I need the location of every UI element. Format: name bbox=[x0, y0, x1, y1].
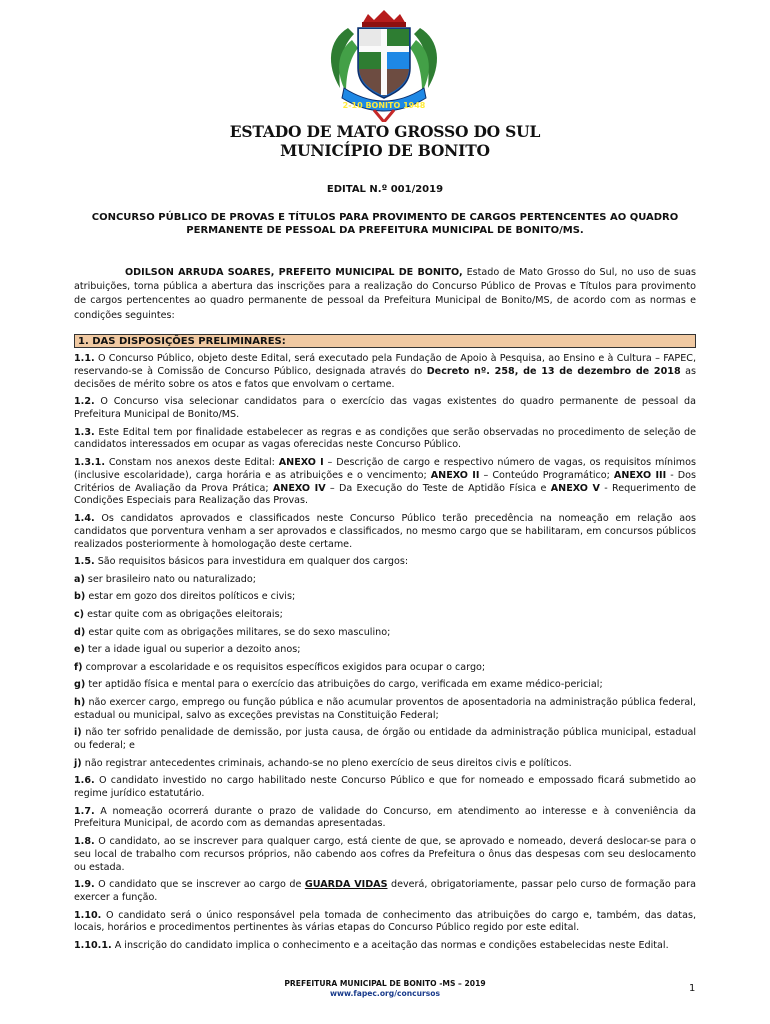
clause-1-7: 1.7. A nomeação ocorrerá durante o prazo de validade do Concurso, em atendimento ao interesse e à conveniência da Prefeitura Municipal, de acordo com as demandas apresentadas. bbox=[74, 805, 696, 830]
requirement-i: i) não ter sofrido penalidade de demissão, por justa causa, de órgão ou entidade da administração pública municipal, estadual ou federal; e bbox=[74, 727, 696, 752]
role-guarda-vidas: GUARDA VIDAS bbox=[304, 879, 388, 891]
requirement-a: a) ser brasileiro nato ou naturalizado; bbox=[74, 573, 256, 585]
page-number: 1 bbox=[689, 983, 696, 994]
clause-1-8: 1.8. O candidato, ao se inscrever para qualquer cargo, está ciente de que, se aprovado e nomeado, deverá deslocar-se para o seu local de trabalho com recursos próprios, não cabendo aos cofres da Prefeitura o ônus das despesas com seu deslocamento ou estada. bbox=[74, 836, 696, 873]
requirement-c: c) estar quite com as obrigações eleitorais; bbox=[74, 608, 283, 620]
page-footer bbox=[200, 979, 570, 999]
section-heading: 1. DAS DISPOSIÇÕES PRELIMINARES: bbox=[74, 334, 696, 348]
requirement-d: d) estar quite com as obrigações militares, se do sexo masculino; bbox=[74, 626, 391, 638]
clause-1-10-1: 1.10.1. A inscrição do candidato implica o conhecimento e a aceitação das normas e condições estabelecidas neste Edital. bbox=[74, 940, 669, 952]
clause-1-2: 1.2. O Concurso visa selecionar candidatos para o exercício das vagas existentes do quadro permanente de pessoal da Prefeitura Municipal de Bonito/MS. bbox=[74, 396, 696, 420]
intro-paragraph bbox=[74, 266, 696, 323]
clause-1-6: 1.6. O candidato investido no cargo habilitado neste Concurso Público e que for nomeado e empossado ficará submetido ao regime jurídico estatutário. bbox=[74, 775, 696, 800]
requirement-h: h) não exercer cargo, emprego ou função pública e não acumular proventos de aposentadoria na administração pública federal, estadual ou municipal, salvo as exceções previstas na Constituição Federal; bbox=[74, 696, 696, 721]
requirement-g: g) ter aptidão física e mental para o exercício das atribuições do cargo, verificada em exame médico-pericial; bbox=[74, 679, 603, 691]
clause-1-10: 1.10. O candidato será o único responsável pela tomada de conhecimento das atribuições do cargo e, também, das datas, locais, horários e procedimentos pertinentes às várias etapas do Concurso Público regido por este edital. bbox=[74, 909, 696, 934]
footer-org: PREFEITURA MUNICIPAL DE BONITO -MS – 2019 bbox=[284, 979, 486, 988]
requirement-f: f) comprovar a escolaridade e os requisitos específicos exigidos para ocupar o cargo; bbox=[74, 661, 486, 673]
edital-number: EDITAL N.º 001/2019 bbox=[326, 184, 444, 195]
clause-1-9: 1.9. O candidato que se inscrever ao cargo de GUARDA VIDAS deverá, obrigatoriamente, passar pelo curso de formação para exercer a função. bbox=[74, 879, 696, 904]
state-title: ESTADO DE MATO GROSSO DO SUL bbox=[229, 122, 541, 141]
clause-1-3: 1.3. Este Edital tem por finalidade estabelecer as regras e as condições que serão observadas no procedimento de seleção de candidatos interessados em ocupar as vagas oferecidas neste Concurso Público. bbox=[74, 426, 696, 451]
municipality-title: MUNICÍPIO DE BONITO bbox=[280, 141, 490, 160]
section-body bbox=[74, 353, 696, 958]
requirement-b: b) estar em gozo dos direitos políticos e civis; bbox=[74, 591, 296, 603]
requirement-j: j) não registrar antecedentes criminais, achando-se no pleno exercício de seus direitos civis e políticos. bbox=[74, 757, 572, 769]
clause-1-5: 1.5. São requisitos básicos para investidura em qualquer dos cargos: bbox=[74, 556, 409, 568]
intro-text: Estado de Mato Grosso do Sul, no uso de suas atribuições, torna pública a abertura das inscrições para a realização do Concurso Público de Provas e Títulos para provimento de cargos pertencentes ao quadro permanente de pessoal da Prefeitura Municipal de Bonito/MS, de acordo com as normas e condições seguintes: bbox=[74, 267, 696, 321]
footer-link[interactable]: www.fapec.org/concursos bbox=[329, 989, 441, 998]
clause-1-4: 1.4. Os candidatos aprovados e classificados neste Concurso Público terão precedência na nomeação em relação aos candidatos que porventura venham a ser aprovados e classificados, no mesmo cargo que se habilitaram, em concursos públicos realizados posteriormente à homologação deste certame. bbox=[74, 512, 696, 550]
decree-ref: Decreto nº. 258, de 13 de dezembro de 2018 bbox=[426, 365, 681, 377]
edital-subject: CONCURSO PÚBLICO DE PROVAS E TÍTULOS PARA PROVIMENTO DE CARGOS PERTENCENTES AO QUADRO PERMANENTE DE PESSOAL DA PREFEITURA MUNICIPAL DE BONITO/MS. bbox=[91, 212, 679, 236]
requirement-e: e) ter a idade igual ou superior a dezoito anos; bbox=[74, 644, 301, 656]
clause-1-1: 1.1. O Concurso Público, objeto deste Edital, será executado pela Fundação de Apoio à Pesquisa, ao Ensino e à Cultura – FAPEC, reservando-se à Comissão de Concurso Público, designada através do Decreto nº. 258, de 13 de dezembro de 2018 as decisões de mérito sobre os atos e fatos que envolvam o certame. bbox=[74, 353, 696, 390]
clause-1-3-1: 1.3.1. Constam nos anexos deste Edital: ANEXO I – Descrição de cargo e respectivo número de vagas, os requisitos mínimos (inclusive escolaridade), carga horária e as atribuições e o vencimento; ANEXO II – Conteúdo Programático; ANEXO III - Dos Critérios de Avaliação da Prova Prática; ANEXO IV – Da Execução do Teste de Aptidão Física e ANEXO V - Requerimento de Condições Especiais para Realização das Provas. bbox=[74, 456, 697, 507]
crest-banner-text: 2-10 BONITO 1948 bbox=[342, 101, 426, 110]
intro-lead: ODILSON ARRUDA SOARES, PREFEITO MUNICIPAL DE BONITO, bbox=[125, 267, 463, 278]
municipal-crest bbox=[318, 10, 450, 122]
